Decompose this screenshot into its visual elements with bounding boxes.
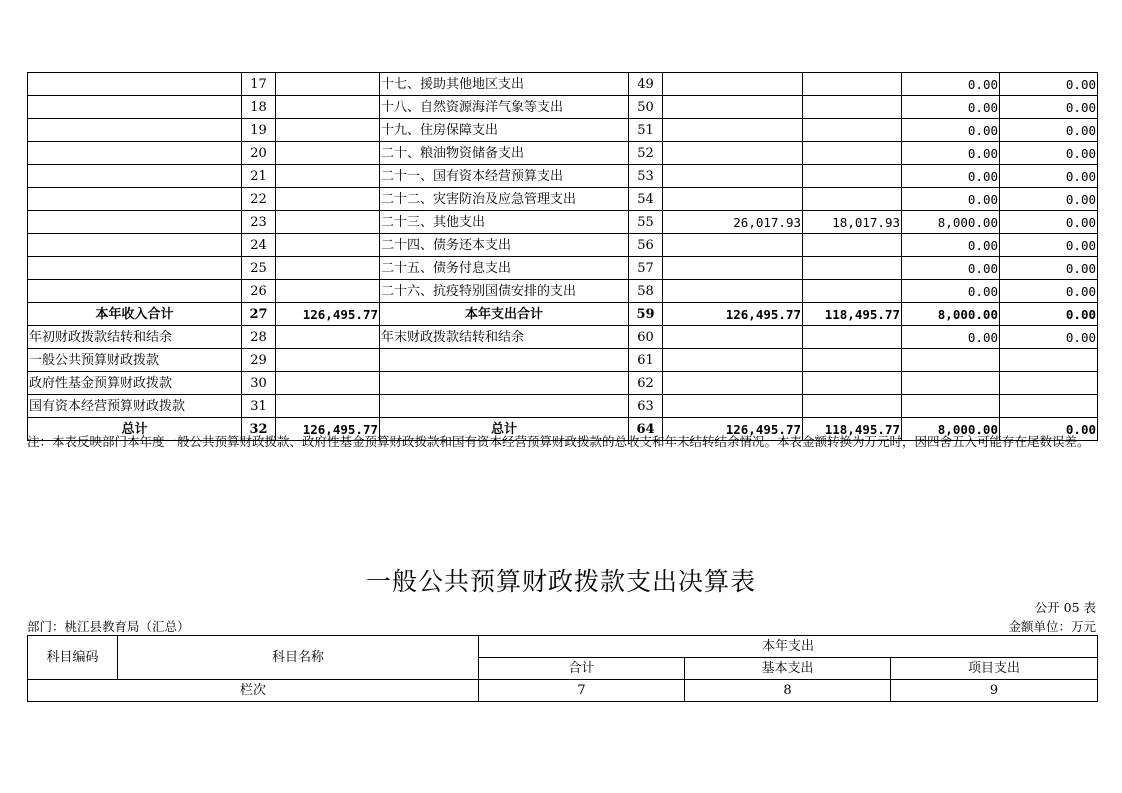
basic-amount bbox=[803, 96, 902, 119]
left-line-no: 25 bbox=[242, 257, 276, 280]
project-amount bbox=[902, 349, 1000, 372]
left-label: 本年收入合计 bbox=[28, 303, 242, 326]
left-amount bbox=[276, 326, 380, 349]
index-label: 栏次 bbox=[28, 680, 479, 702]
right-label: 二十三、其他支出 bbox=[380, 211, 629, 234]
right-label: 年末财政拨款结转和结余 bbox=[380, 326, 629, 349]
left-amount bbox=[276, 73, 380, 96]
right-label: 二十二、灾害防治及应急管理支出 bbox=[380, 188, 629, 211]
index-total: 7 bbox=[479, 680, 685, 702]
project-amount: 0.00 bbox=[902, 234, 1000, 257]
gov-fund-amount: 0.00 bbox=[1000, 303, 1098, 326]
table-row bbox=[28, 73, 1098, 96]
basic-amount: 18,017.93 bbox=[803, 211, 902, 234]
fiscal-summary-table bbox=[27, 72, 1098, 441]
project-amount: 0.00 bbox=[902, 257, 1000, 280]
table-row bbox=[28, 395, 1098, 418]
left-line-no: 22 bbox=[242, 188, 276, 211]
basic-amount: 118,495.77 bbox=[803, 303, 902, 326]
total-amount: 26,017.93 bbox=[663, 211, 803, 234]
right-label: 二十、粮油物资储备支出 bbox=[380, 142, 629, 165]
general-budget-expense-table bbox=[27, 635, 1098, 702]
department-label: 部门：桃江县教育局（汇总） bbox=[27, 619, 190, 634]
left-amount bbox=[276, 188, 380, 211]
table-row bbox=[28, 326, 1098, 349]
gov-fund-amount: 0.00 bbox=[1000, 119, 1098, 142]
table-id-label: 公开 05 表 bbox=[1034, 600, 1096, 615]
header-basic: 基本支出 bbox=[685, 658, 891, 680]
header-project: 项目支出 bbox=[891, 658, 1098, 680]
left-line-no: 27 bbox=[242, 303, 276, 326]
left-amount bbox=[276, 257, 380, 280]
left-amount: 126,495.77 bbox=[276, 303, 380, 326]
left-label bbox=[28, 96, 242, 119]
total-amount bbox=[663, 234, 803, 257]
left-line-no: 20 bbox=[242, 142, 276, 165]
right-label: 十九、住房保障支出 bbox=[380, 119, 629, 142]
basic-amount bbox=[803, 234, 902, 257]
project-amount bbox=[902, 372, 1000, 395]
basic-amount bbox=[803, 188, 902, 211]
left-label: 总计 bbox=[28, 418, 242, 441]
gov-fund-amount: 0.00 bbox=[1000, 73, 1098, 96]
left-amount bbox=[276, 280, 380, 303]
right-line-no: 52 bbox=[629, 142, 663, 165]
left-label bbox=[28, 234, 242, 257]
total-amount bbox=[663, 326, 803, 349]
left-label bbox=[28, 119, 242, 142]
left-label: 年初财政拨款结转和结余 bbox=[28, 326, 242, 349]
basic-amount bbox=[803, 142, 902, 165]
total-amount: 126,495.77 bbox=[663, 303, 803, 326]
project-amount: 0.00 bbox=[902, 142, 1000, 165]
left-label bbox=[28, 188, 242, 211]
gov-fund-amount: 0.00 bbox=[1000, 142, 1098, 165]
table-row bbox=[28, 96, 1098, 119]
gov-fund-amount: 0.00 bbox=[1000, 280, 1098, 303]
left-label: 一般公共预算财政拨款 bbox=[28, 349, 242, 372]
total-amount bbox=[663, 257, 803, 280]
index-project: 9 bbox=[891, 680, 1098, 702]
left-label: 政府性基金预算财政拨款 bbox=[28, 372, 242, 395]
basic-amount bbox=[803, 280, 902, 303]
table-row bbox=[28, 303, 1098, 326]
total-amount bbox=[663, 372, 803, 395]
right-label bbox=[380, 372, 629, 395]
right-label: 十七、援助其他地区支出 bbox=[380, 73, 629, 96]
left-line-no: 17 bbox=[242, 73, 276, 96]
left-line-no: 21 bbox=[242, 165, 276, 188]
gov-fund-amount bbox=[1000, 395, 1098, 418]
right-label: 本年支出合计 bbox=[380, 303, 629, 326]
left-label: 国有资本经营预算财政拨款 bbox=[28, 395, 242, 418]
table-row bbox=[28, 142, 1098, 165]
total-amount: 126,495.77 bbox=[663, 418, 803, 441]
left-label bbox=[28, 257, 242, 280]
table-row bbox=[28, 119, 1098, 142]
left-amount: 126,495.77 bbox=[276, 418, 380, 441]
left-amount bbox=[276, 234, 380, 257]
right-line-no: 64 bbox=[629, 418, 663, 441]
right-line-no: 57 bbox=[629, 257, 663, 280]
total-amount bbox=[663, 165, 803, 188]
header-current-year: 本年支出 bbox=[479, 636, 1098, 658]
right-line-no: 60 bbox=[629, 326, 663, 349]
right-line-no: 54 bbox=[629, 188, 663, 211]
right-line-no: 49 bbox=[629, 73, 663, 96]
gov-fund-amount: 0.00 bbox=[1000, 234, 1098, 257]
total-amount bbox=[663, 395, 803, 418]
basic-amount bbox=[803, 326, 902, 349]
project-amount: 0.00 bbox=[902, 326, 1000, 349]
right-line-no: 51 bbox=[629, 119, 663, 142]
right-line-no: 50 bbox=[629, 96, 663, 119]
left-line-no: 24 bbox=[242, 234, 276, 257]
table-note: 注：本表反映部门本年度一般公共预算财政拨款、政府性基金预算财政拨款和国有资本经营预算财政拨款的总收支和年末结转结余情况。本表金额转换为万元时，因四舍五入可能存在尾数误差。 bbox=[27, 434, 1090, 449]
table-row bbox=[28, 188, 1098, 211]
left-line-no: 32 bbox=[242, 418, 276, 441]
header-name: 科目名称 bbox=[118, 636, 479, 680]
gov-fund-amount: 0.00 bbox=[1000, 96, 1098, 119]
left-label bbox=[28, 73, 242, 96]
left-amount bbox=[276, 395, 380, 418]
project-amount: 8,000.00 bbox=[902, 211, 1000, 234]
left-amount bbox=[276, 96, 380, 119]
right-line-no: 61 bbox=[629, 349, 663, 372]
total-amount bbox=[663, 188, 803, 211]
right-label: 十八、自然资源海洋气象等支出 bbox=[380, 96, 629, 119]
total-amount bbox=[663, 96, 803, 119]
right-line-no: 58 bbox=[629, 280, 663, 303]
fiscal-summary-body bbox=[28, 73, 1098, 441]
basic-amount bbox=[803, 372, 902, 395]
table-row bbox=[28, 257, 1098, 280]
left-amount bbox=[276, 349, 380, 372]
gov-fund-amount bbox=[1000, 349, 1098, 372]
left-label bbox=[28, 280, 242, 303]
gov-fund-amount: 0.00 bbox=[1000, 418, 1098, 441]
header-total: 合计 bbox=[479, 658, 685, 680]
basic-amount bbox=[803, 73, 902, 96]
left-line-no: 26 bbox=[242, 280, 276, 303]
basic-amount: 118,495.77 bbox=[803, 418, 902, 441]
left-line-no: 18 bbox=[242, 96, 276, 119]
left-line-no: 28 bbox=[242, 326, 276, 349]
left-amount bbox=[276, 119, 380, 142]
project-amount: 0.00 bbox=[902, 73, 1000, 96]
project-amount: 0.00 bbox=[902, 165, 1000, 188]
left-amount bbox=[276, 211, 380, 234]
table-row bbox=[28, 165, 1098, 188]
right-label: 二十四、债务还本支出 bbox=[380, 234, 629, 257]
table-row bbox=[28, 349, 1098, 372]
left-label bbox=[28, 142, 242, 165]
left-label bbox=[28, 165, 242, 188]
total-amount bbox=[663, 349, 803, 372]
gov-fund-amount bbox=[1000, 372, 1098, 395]
total-amount bbox=[663, 119, 803, 142]
project-amount: 8,000.00 bbox=[902, 418, 1000, 441]
gov-fund-amount: 0.00 bbox=[1000, 188, 1098, 211]
project-amount bbox=[902, 395, 1000, 418]
total-amount bbox=[663, 142, 803, 165]
table-row bbox=[28, 211, 1098, 234]
left-amount bbox=[276, 142, 380, 165]
basic-amount bbox=[803, 119, 902, 142]
project-amount: 0.00 bbox=[902, 96, 1000, 119]
basic-amount bbox=[803, 165, 902, 188]
index-basic: 8 bbox=[685, 680, 891, 702]
gov-fund-amount: 0.00 bbox=[1000, 326, 1098, 349]
left-line-no: 19 bbox=[242, 119, 276, 142]
basic-amount bbox=[803, 349, 902, 372]
right-line-no: 63 bbox=[629, 395, 663, 418]
left-label bbox=[28, 211, 242, 234]
right-label bbox=[380, 349, 629, 372]
right-label bbox=[380, 395, 629, 418]
left-line-no: 29 bbox=[242, 349, 276, 372]
index-row bbox=[28, 680, 1098, 702]
right-line-no: 59 bbox=[629, 303, 663, 326]
unit-label: 金额单位：万元 bbox=[1008, 619, 1096, 634]
header-code: 科目编码 bbox=[28, 636, 118, 680]
right-line-no: 55 bbox=[629, 211, 663, 234]
right-label: 二十一、国有资本经营预算支出 bbox=[380, 165, 629, 188]
right-label: 总计 bbox=[380, 418, 629, 441]
project-amount: 0.00 bbox=[902, 188, 1000, 211]
total-amount bbox=[663, 280, 803, 303]
right-line-no: 56 bbox=[629, 234, 663, 257]
table-row bbox=[28, 234, 1098, 257]
left-line-no: 30 bbox=[242, 372, 276, 395]
total-amount bbox=[663, 73, 803, 96]
table-row bbox=[28, 372, 1098, 395]
left-line-no: 31 bbox=[242, 395, 276, 418]
page-title: 一般公共预算财政拨款支出决算表 bbox=[365, 567, 756, 596]
project-amount: 8,000.00 bbox=[902, 303, 1000, 326]
left-amount bbox=[276, 165, 380, 188]
gov-fund-amount: 0.00 bbox=[1000, 211, 1098, 234]
right-label: 二十六、抗疫特别国债安排的支出 bbox=[380, 280, 629, 303]
header-row-1 bbox=[28, 636, 1098, 658]
basic-amount bbox=[803, 257, 902, 280]
project-amount: 0.00 bbox=[902, 280, 1000, 303]
right-line-no: 53 bbox=[629, 165, 663, 188]
left-amount bbox=[276, 372, 380, 395]
table-row bbox=[28, 280, 1098, 303]
left-line-no: 23 bbox=[242, 211, 276, 234]
gov-fund-amount: 0.00 bbox=[1000, 165, 1098, 188]
project-amount: 0.00 bbox=[902, 119, 1000, 142]
right-line-no: 62 bbox=[629, 372, 663, 395]
basic-amount bbox=[803, 395, 902, 418]
right-label: 二十五、债务付息支出 bbox=[380, 257, 629, 280]
gov-fund-amount: 0.00 bbox=[1000, 257, 1098, 280]
